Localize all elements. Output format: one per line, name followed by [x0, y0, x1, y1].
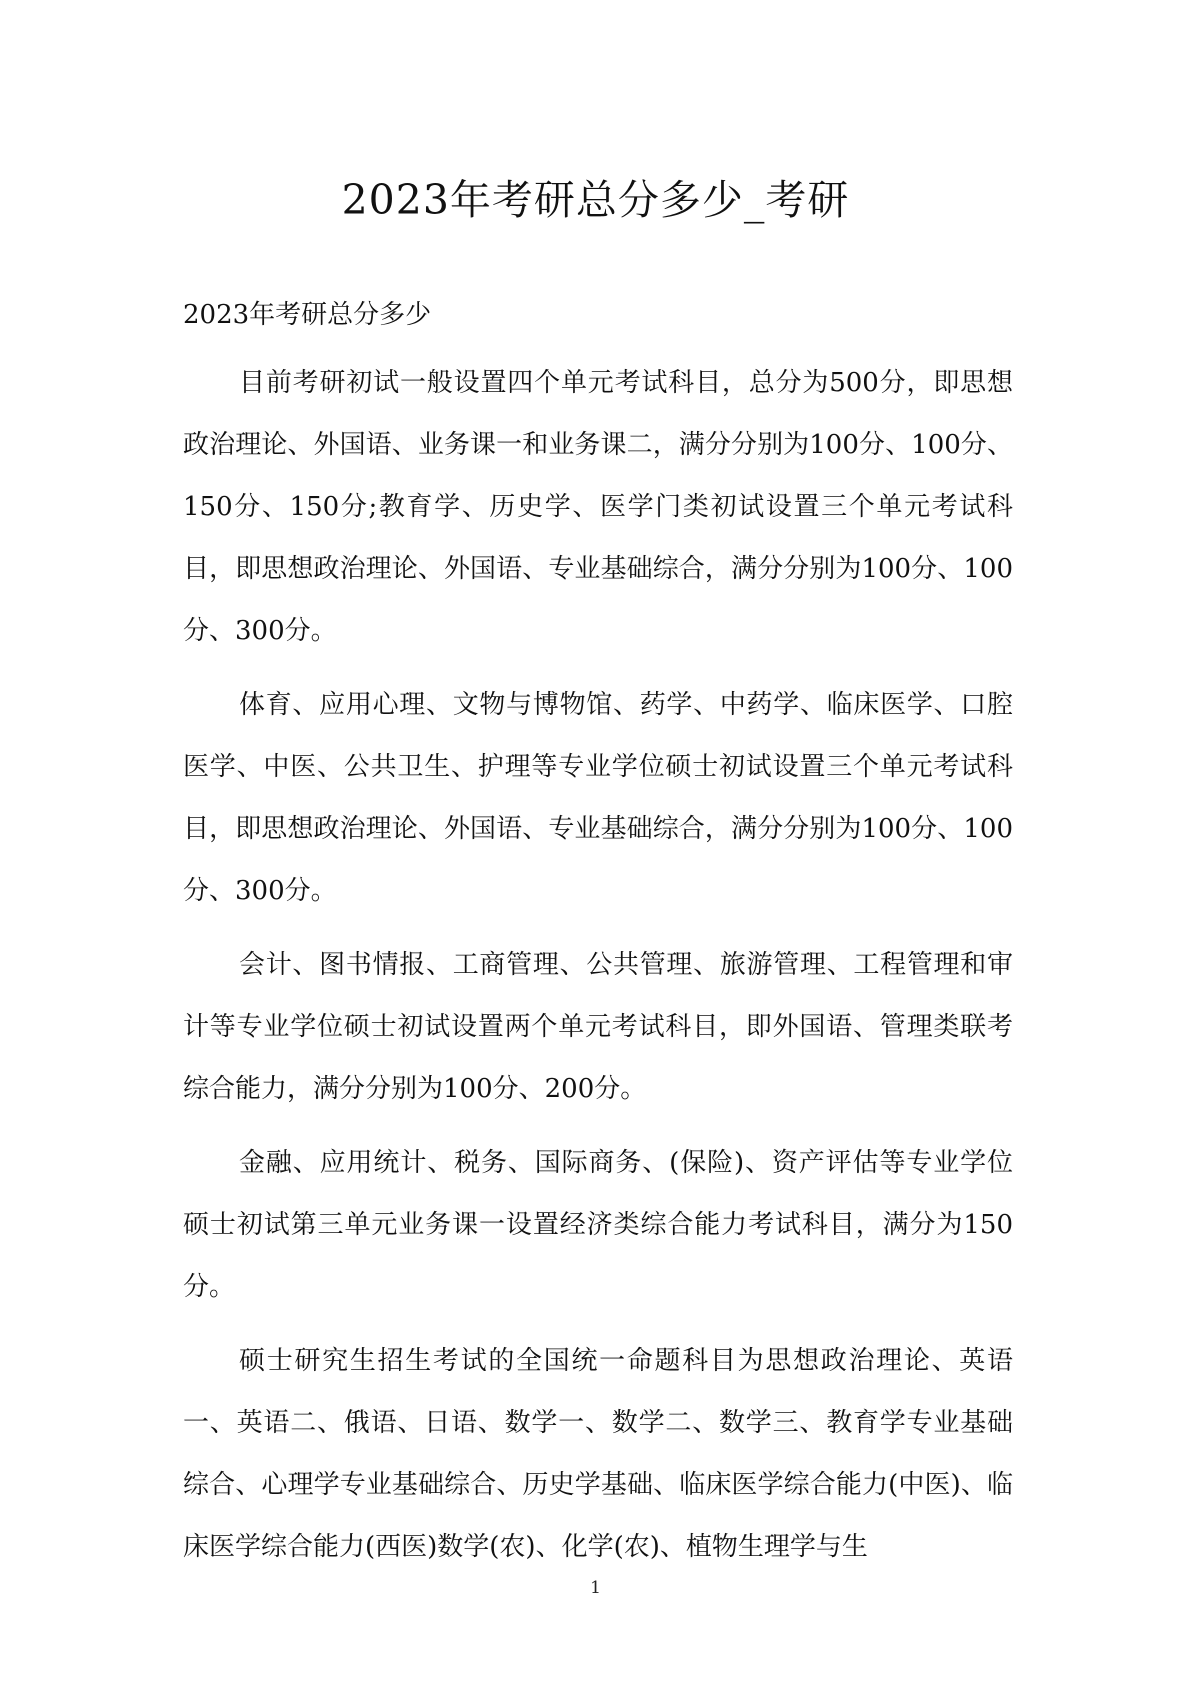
page-number: 1 [590, 1578, 601, 1598]
paragraph: 体育、应用心理、文物与博物馆、药学、中药学、临床医学、口腔医学、中医、公共卫生、护理等专业学位硕士初试设置三个单元考试科目，即思想政治理论、外国语、专业基础综合，满分分别为100分、100分、300分。 [183, 690, 1013, 906]
document-body [183, 290, 1013, 1590]
paragraph: 硕士研究生招生考试的全国统一命题科目为思想政治理论、英语一、英语二、俄语、日语、数学一、数学二、数学三、教育学专业基础综合、心理学专业基础综合、历史学基础、临床医学综合能力(中医)、临床医学综合能力(西医)数学(农)、化学(农)、植物生理学与生 [183, 1346, 1013, 1562]
paragraph: 目前考研初试一般设置四个单元考试科目，总分为500分，即思想政治理论、外国语、业务课一和业务课二，满分分别为100分、100分、150分、150分;教育学、历史学、医学门类初试设置三个单元考试科目，即思想政治理论、外国语、专业基础综合，满分分别为100分、100分、300分。 [183, 368, 1013, 646]
document-title: 2023年考研总分多少_考研 [341, 176, 850, 224]
document-subtitle: 2023年考研总分多少 [183, 300, 432, 330]
paragraph: 会计、图书情报、工商管理、公共管理、旅游管理、工程管理和审计等专业学位硕士初试设置两个单元考试科目，即外国语、管理类联考综合能力，满分分别为100分、200分。 [183, 950, 1013, 1104]
paragraph: 金融、应用统计、税务、国际商务、(保险)、资产评估等专业学位硕士初试第三单元业务课一设置经济类综合能力考试科目，满分为150分。 [183, 1148, 1013, 1302]
